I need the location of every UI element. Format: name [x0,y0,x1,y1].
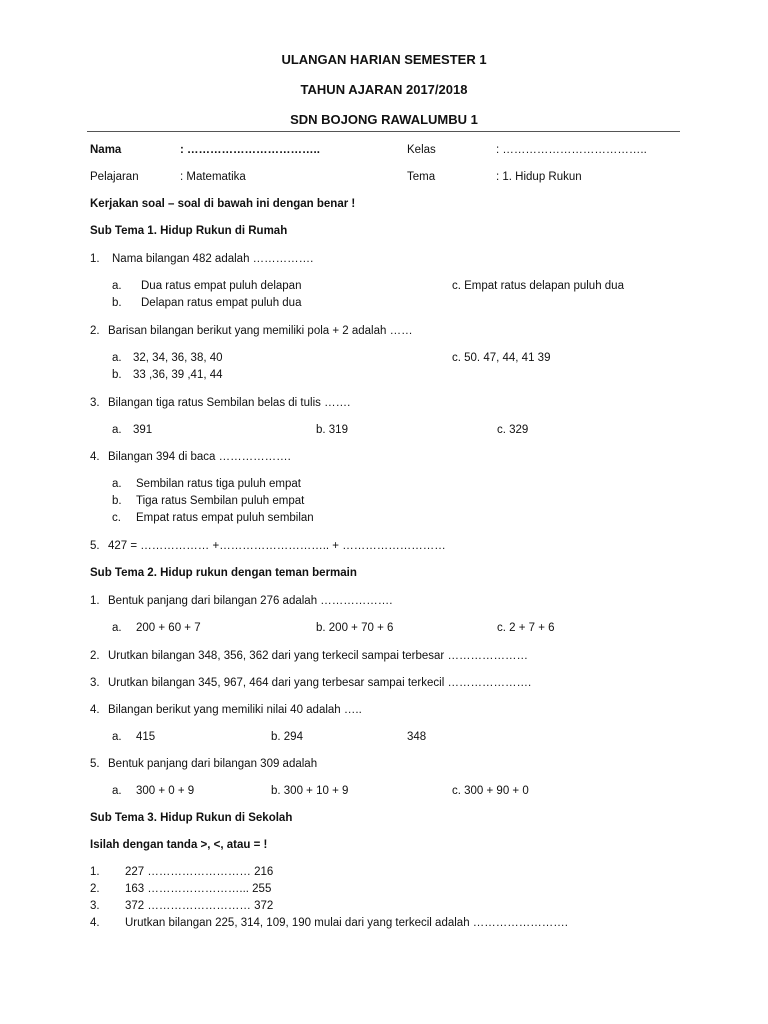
tema-label: Tema [407,171,436,183]
nama-field: : …………………………….. [180,144,320,156]
title-year: TAHUN AJARAN 2017/2018 [300,82,468,97]
kelas-label: Kelas [407,144,436,156]
option-label: a. [112,622,122,634]
title-exam: ULANGAN HARIAN SEMESTER 1 [281,52,487,67]
question-text: Bentuk panjang dari bilangan 309 adalah [108,758,318,770]
subtema-1-title: Sub Tema 1. Hidup Rukun di Rumah [90,225,288,237]
option-a: 32, 34, 36, 38, 40 [133,352,223,364]
question-text: Bilangan tiga ratus Sembilan belas di tulis ……. [108,397,351,409]
item-number: 1. [90,866,100,878]
question-text: Bilangan 394 di baca ………………. [108,451,291,463]
header-divider [87,131,680,132]
option-label: a. [112,731,122,743]
option-b: Delapan ratus empat puluh dua [141,297,302,309]
option-label: a. [112,424,122,436]
question-text: Urutkan bilangan 348, 356, 362 dari yang terkecil sampai terbesar ………………… [108,650,528,662]
pelajaran-label: Pelajaran [90,171,139,183]
question-number: 4. [90,704,100,716]
option-a: 415 [136,731,156,743]
nama-label: Nama [90,144,122,156]
pelajaran-value: : Matematika [180,171,246,183]
comparison-item: 227 ……………………… 216 [125,866,274,878]
option-c: c. 50. 47, 44, 41 39 [452,352,551,364]
option-c: c. 300 + 90 + 0 [452,785,529,797]
instruction: Kerjakan soal – soal di bawah ini dengan benar ! [90,198,356,210]
option-b: b. 300 + 10 + 9 [271,785,349,797]
option-a: 300 + 0 + 9 [136,785,195,797]
ordering-item: Urutkan bilangan 225, 314, 109, 190 mulai dari yang terkecil adalah ……………………. [125,917,568,929]
question-text: Barisan bilangan berikut yang memiliki pola + 2 adalah …… [108,325,413,337]
option-label: a. [112,280,122,292]
option-b: b. 294 [271,731,303,743]
option-label: a. [112,352,122,364]
option-label: a. [112,478,122,490]
question-number: 3. [90,397,100,409]
tema-value: : 1. Hidup Rukun [496,171,582,183]
question-number: 5. [90,540,100,552]
question-text: Bentuk panjang dari bilangan 276 adalah ………………. [108,595,393,607]
question-number: 3. [90,677,100,689]
option-b: b. 319 [316,424,348,436]
item-number: 2. [90,883,100,895]
option-b: Tiga ratus Sembilan puluh empat [136,495,305,507]
title-school: SDN BOJONG RAWALUMBU 1 [290,112,478,127]
question-number: 1. [90,595,100,607]
option-label: b. [112,495,122,507]
question-text: Urutkan bilangan 345, 967, 464 dari yang terbesar sampai terkecil …………………. [108,677,532,689]
option-c: c. 329 [497,424,529,436]
option-a: 200 + 60 + 7 [136,622,201,634]
option-label: b. [112,297,122,309]
option-b: b. 200 + 70 + 6 [316,622,394,634]
option-b: 33 ,36, 39 ,41, 44 [133,369,223,381]
option-a: Dua ratus empat puluh delapan [141,280,302,292]
question-number: 2. [90,325,100,337]
option-c: c. Empat ratus delapan puluh dua [452,280,624,292]
option-label: a. [112,785,122,797]
subtema-2-title: Sub Tema 2. Hidup rukun dengan teman bermain [90,567,357,579]
comparison-item: 163 ……………………... 255 [125,883,272,895]
comparison-item: 372 ……………………… 372 [125,900,274,912]
question-text: Nama bilangan 482 adalah ……………. [112,253,314,265]
subtema-3-instruction: Isilah dengan tanda >, <, atau = ! [90,839,268,851]
option-a: 391 [133,424,153,436]
option-c: 348 [407,731,427,743]
question-number: 1. [90,253,100,265]
option-c: Empat ratus empat puluh sembilan [136,512,314,524]
item-number: 4. [90,917,100,929]
option-c: c. 2 + 7 + 6 [497,622,555,634]
option-label: c. [112,512,121,524]
option-a: Sembilan ratus tiga puluh empat [136,478,301,490]
question-number: 4. [90,451,100,463]
question-number: 5. [90,758,100,770]
kelas-field: : ……………………………….. [496,144,647,156]
question-text: Bilangan berikut yang memiliki nilai 40 adalah ….. [108,704,362,716]
item-number: 3. [90,900,100,912]
option-label: b. [112,369,122,381]
question-number: 2. [90,650,100,662]
subtema-3-title: Sub Tema 3. Hidup Rukun di Sekolah [90,812,293,824]
question-text: 427 = ……………… +……………………….. + ……………………… [108,540,446,552]
